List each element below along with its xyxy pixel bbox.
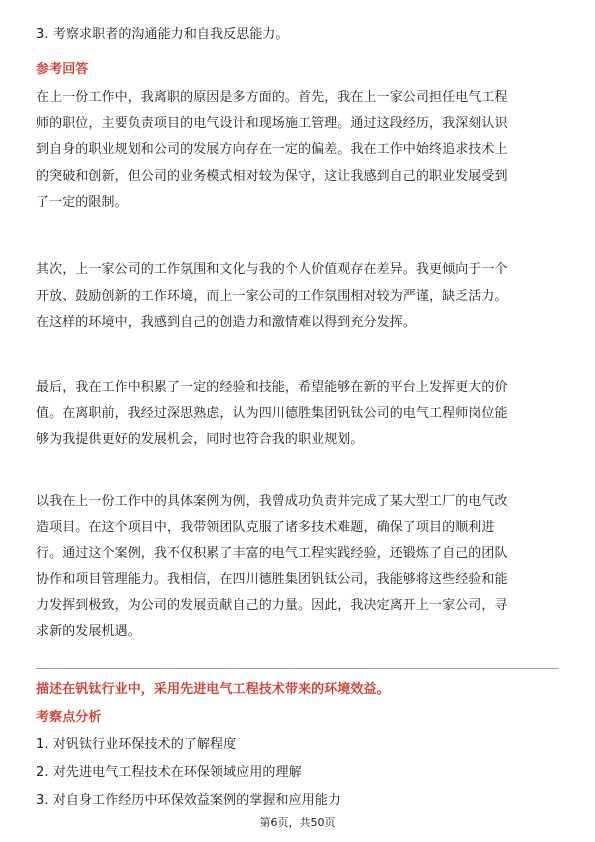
paragraph-3-line-1: 最后，我在工作中积累了一定的经验和技能，希望能够在新的平台上发挥更大的价 — [36, 380, 508, 395]
analysis-item-3: 3. 对自身工作经历中环保效益案例的掌握和应用能力 — [36, 793, 342, 808]
paragraph-4-line-5: 力发挥到极致，为公司的发展贡献自己的力量。因此，我决定离开上一家公司，寻 — [36, 598, 508, 613]
paragraph-3-line-3: 够为我提供更好的发展机会，同时也符合我的职业规划。 — [36, 432, 364, 447]
paragraph-4-line-6: 求新的发展机遇。 — [36, 624, 141, 639]
paragraph-1-line-1: 在上一份工作中，我离职的原因是多方面的。首先，我在上一家公司担任电气工程 — [36, 90, 508, 105]
paragraph-1-line-4: 的突破和创新，但公司的业务模式相对较为保守，这让我感到自己的职业发展受到 — [36, 169, 508, 184]
paragraph-4-line-4: 协作和项目管理能力。我相信，在四川德胜集团钒钛公司，我能够将这些经验和能 — [36, 572, 508, 587]
paragraph-1-line-5: 了一定的限制。 — [36, 195, 128, 210]
analysis-item-1: 1. 对钒钛行业环保技术的了解程度 — [36, 737, 237, 752]
analysis-item-2: 2. 对先进电气工程技术在环保领域应用的理解 — [36, 765, 302, 780]
paragraph-2-line-1: 其次，上一家公司的工作氛围和文化与我的个人价值观存在差异。我更倾向于一个 — [36, 262, 508, 277]
paragraph-4-line-2: 造项目。在这个项目中，我带领团队克服了诸多技术难题，确保了项目的顺利进 — [36, 520, 495, 535]
intro-item: 3. 考察求职者的沟通能力和自我反思能力。 — [36, 27, 289, 42]
paragraph-4-line-1: 以我在上一份工作中的具体案例为例，我曾成功负责并完成了某大型工厂的电气改 — [36, 494, 508, 509]
question-heading: 描述在钒钛行业中，采用先进电气工程技术带来的环境效益。 — [36, 682, 390, 697]
paragraph-1-line-3: 到自身的职业规划和公司的发展方向存在一定的偏差。我在工作中始终追求技术上 — [36, 142, 508, 157]
section-divider — [36, 668, 559, 669]
paragraph-3-line-2: 值。在离职前，我经过深思熟虑，认为四川德胜集团钒钛公司的电气工程师岗位能 — [36, 406, 508, 421]
paragraph-2-line-2: 开放、鼓励创新的工作环境，而上一家公司的工作氛围相对较为严谨，缺乏活力。 — [36, 289, 508, 304]
paragraph-1-line-2: 师的职位，主要负责项目的电气设计和现场施工管理。通过这段经历，我深刻认识 — [36, 116, 508, 131]
page-number: 第6页，共50页 — [259, 816, 336, 829]
paragraph-4-line-3: 行。通过这个案例，我不仅积累了丰富的电气工程实践经验，还锻炼了自己的团队 — [36, 546, 508, 561]
answer-heading: 参考回答 — [36, 62, 89, 77]
paragraph-2-line-3: 在这样的环境中，我感到自己的创造力和激情难以得到充分发挥。 — [36, 315, 416, 330]
analysis-heading: 考察点分析 — [36, 710, 102, 725]
